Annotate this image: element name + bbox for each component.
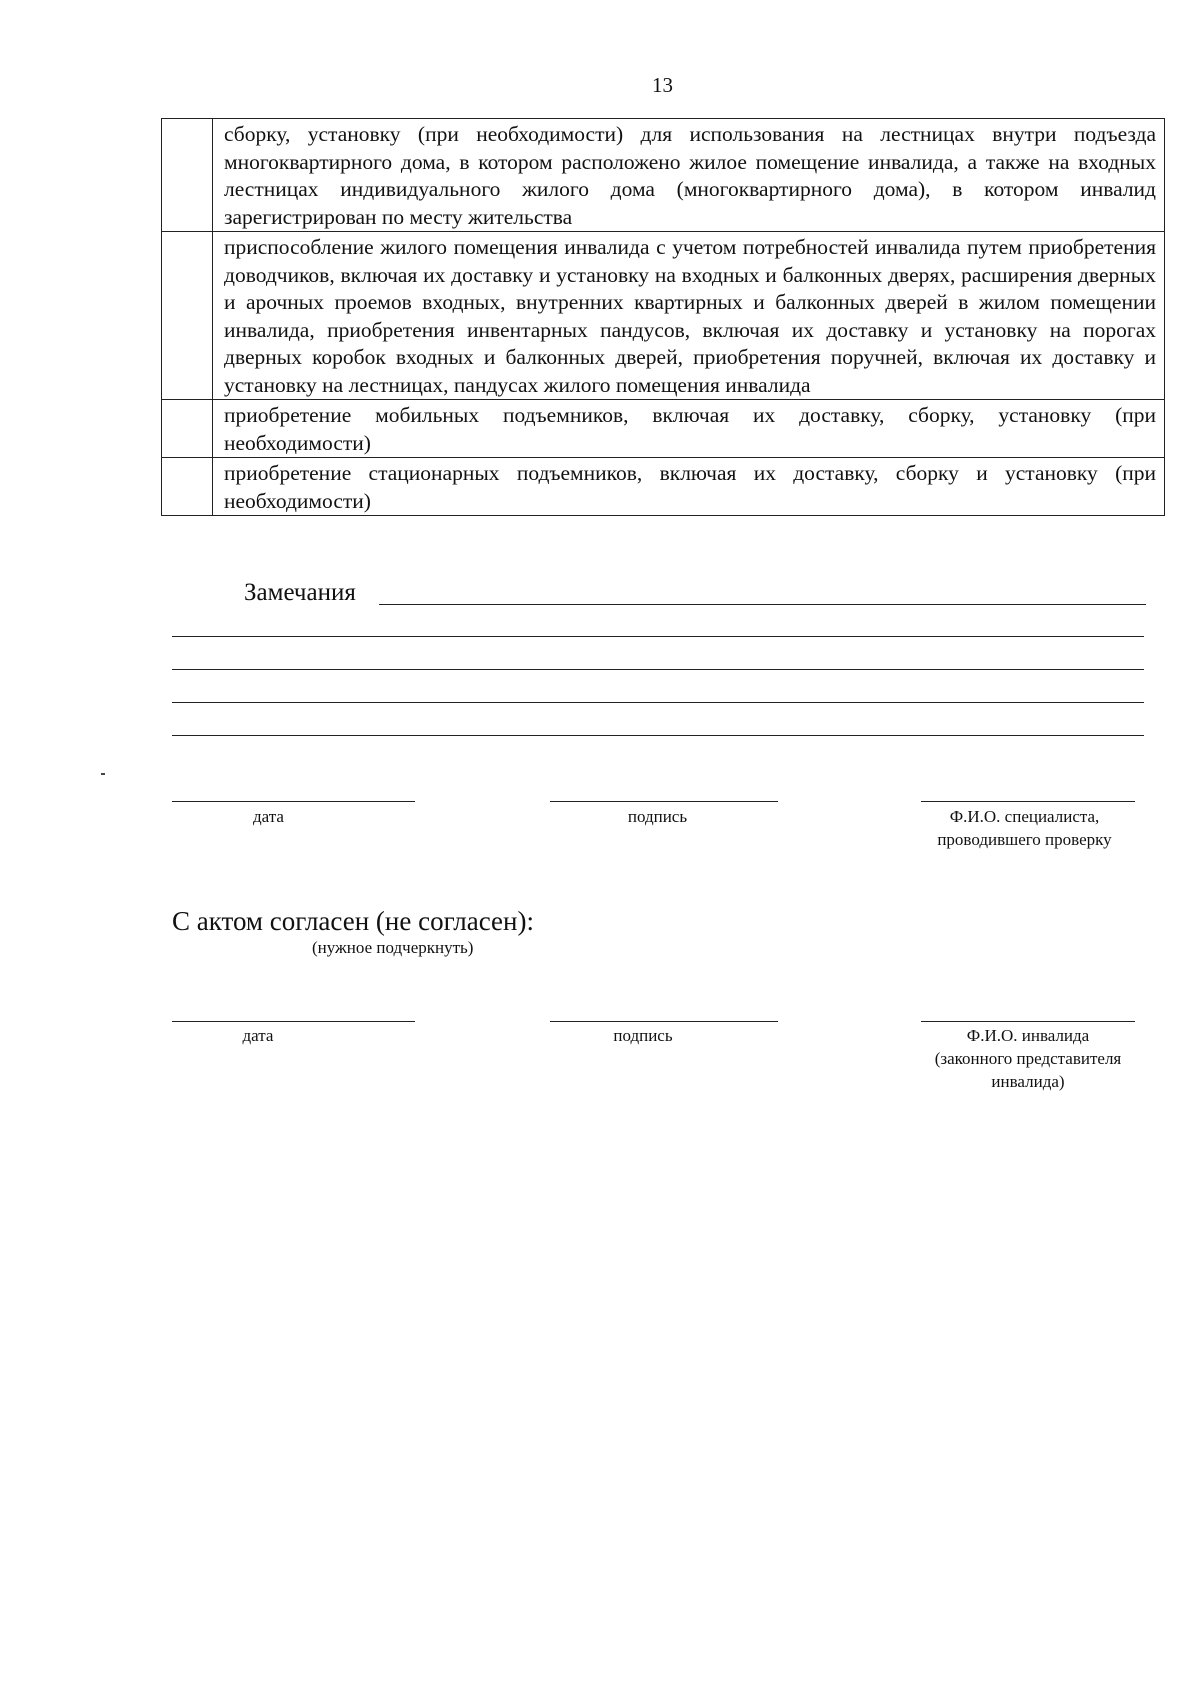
name-line[interactable] [921, 801, 1135, 802]
row-text: приобретение стационарных подъемников, включая их доставку, сборку и установку (при необходимости) [213, 458, 1165, 516]
checkbox-cell[interactable] [162, 400, 213, 458]
signature-caption: подпись [627, 807, 688, 826]
table-row [162, 400, 1165, 458]
table-row [162, 458, 1165, 516]
remarks-line[interactable] [172, 735, 1144, 736]
remarks-line[interactable] [172, 636, 1144, 637]
agreement-label: С актом согласен (не согласен): [172, 906, 534, 936]
remarks-label: Замечания [244, 579, 356, 606]
caption-line: Ф.И.О. специалиста, [949, 807, 1100, 826]
date-line[interactable] [172, 1021, 415, 1022]
row-text: сборку, установку (при необходимости) для использования на лестницах внутри подъезда многоквартирного дома, в котором расположено жилое помещение инвалида, а также на входных лестницах индивидуального жилого дома (многоквартирного дома), в котором инвалид зарегистрирован по месту жительства [213, 119, 1165, 232]
date-line[interactable] [172, 801, 415, 802]
remarks-line[interactable] [172, 669, 1144, 670]
signature-line[interactable] [550, 801, 778, 802]
signature-caption: подпись [613, 1026, 673, 1045]
row-text: приобретение мобильных подъемников, включая их доставку, сборку, установку (при необходимости) [213, 400, 1165, 458]
agreement-note: (нужное подчеркнуть) [312, 938, 474, 957]
row-text: приспособление жилого помещения инвалида с учетом потребностей инвалида путем приобретения доводчиков, включая их доставку и установку на входных и балконных дверях, расширения дверных и арочных проемов входных, внутренних квартирных и балконных дверей в жилом помещении инвалида, приобретения инвентарных пандусов, включая их доставку и установку на порогах дверных коробок входных и балконных дверей, приобретения поручней, включая их доставку и установку на лестницах, пандусах жилого помещения инвалида [213, 232, 1165, 400]
page-number: 13 [652, 73, 673, 97]
name-line[interactable] [921, 1021, 1135, 1022]
remarks-line[interactable] [172, 702, 1144, 703]
checkbox-cell[interactable] [162, 119, 213, 232]
scan-speck [101, 773, 105, 775]
table-row [162, 119, 1165, 232]
table-row [162, 232, 1165, 400]
checkbox-cell[interactable] [162, 458, 213, 516]
signature-line[interactable] [550, 1021, 778, 1022]
measures-table [161, 118, 1165, 516]
remarks-line[interactable] [379, 604, 1146, 605]
checkbox-cell[interactable] [162, 232, 213, 400]
caption-line: (законного представителя [934, 1049, 1122, 1068]
specialist-name-caption [902, 805, 1147, 851]
caption-line: Ф.И.О. инвалида [966, 1026, 1090, 1045]
disabled-person-name-caption [908, 1024, 1148, 1093]
date-caption: дата [242, 1026, 274, 1045]
caption-line: проводившего проверку [937, 830, 1112, 849]
caption-line: инвалида) [991, 1072, 1065, 1091]
date-caption: дата [253, 807, 284, 826]
